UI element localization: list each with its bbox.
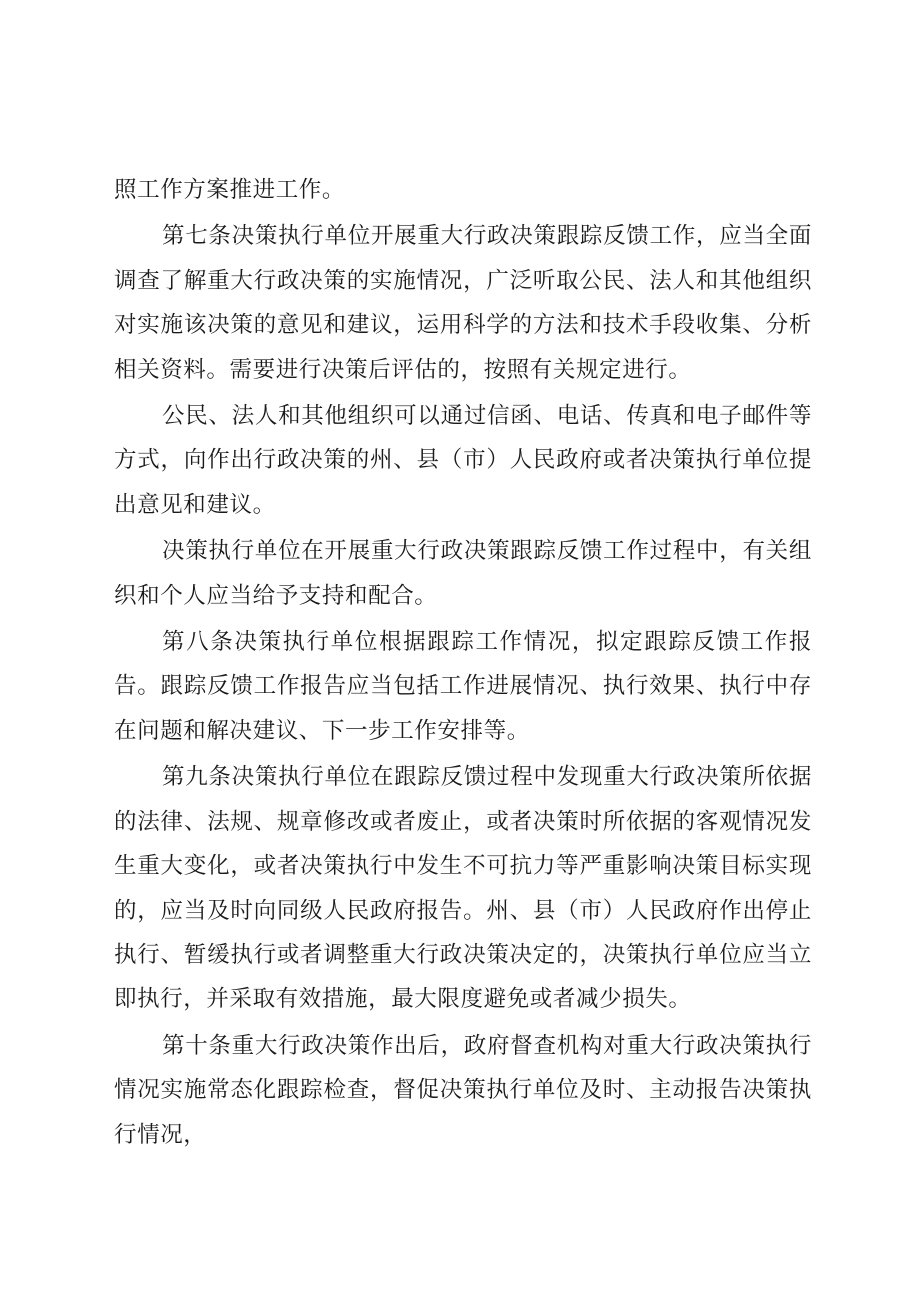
- document-body: [114, 168, 812, 1157]
- paragraph-article-8: 第八条决策执行单位根据跟踪工作情况，拟定跟踪反馈工作报告。跟踪反馈工作报告应当包括工作进展情况、执行效果、执行中存在问题和解决建议、下一步工作安排等。: [114, 629, 812, 744]
- paragraph-article-9: 第九条决策执行单位在跟踪反馈过程中发现重大行政决策所依据的法律、法规、规章修改或者废止，或者决策时所依据的客观情况发生重大变化，或者决策执行中发生不可抗力等严重影响决策目标实现的，应当及时向同级人民政府报告。州、县（市）人民政府作出停止执行、暂缓执行或者调整重大行政决策决定的，决策执行单位应当立即执行，并采取有效措施，最大限度避免或者减少损失。: [114, 764, 812, 1013]
- paragraph-public-feedback: 公民、法人和其他组织可以通过信函、电话、传真和电子邮件等方式，向作出行政决策的州、县（市）人民政府或者决策执行单位提出意见和建议。: [114, 403, 812, 518]
- paragraph-continuation: 照工作方案推进工作。: [114, 177, 346, 203]
- paragraph-article-10: 第十条重大行政决策作出后，政府督查机构对重大行政决策执行情况实施常态化跟踪检查，督促决策执行单位及时、主动报告决策执行情况，: [114, 1032, 812, 1148]
- paragraph-article-7: 第七条决策执行单位开展重大行政决策跟踪反馈工作，应当全面调查了解重大行政决策的实施情况，广泛听取公民、法人和其他组织对实施该决策的意见和建议，运用科学的方法和技术手段收集、分析相关资料。需要进行决策后评估的，按照有关规定进行。: [114, 223, 812, 383]
- paragraph-cooperation: 决策执行单位在开展重大行政决策跟踪反馈工作过程中，有关组织和个人应当给予支持和配合。: [114, 538, 812, 609]
